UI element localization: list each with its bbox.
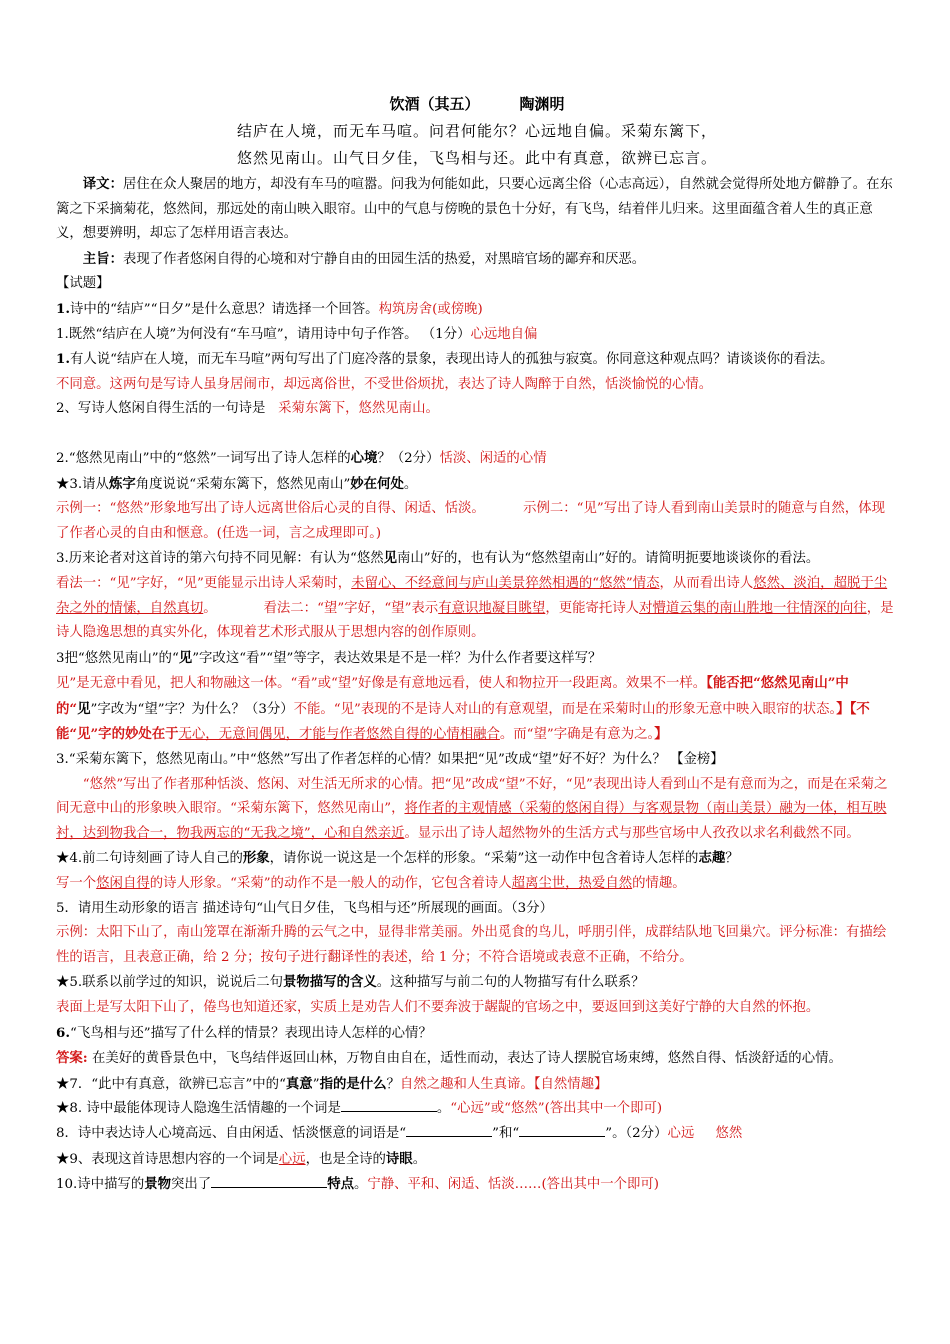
question-2b: 2.“悠然见南山”中的“悠然”一词写出了诗人怎样的心境？（2分）恬淡、闲适的心情 [56,449,547,466]
answer-5a: 示例：太阳下山了，南山笼罩在渐渐升腾的云气之中，显得非常美丽。外出觅食的鸟儿，呼朋引伴，成群结队地飞回巢穴。评分标准：有描绘性的语言，且表意正确，给 2 分；按句子进行翻译性的表述，给 1 分；不符合语境或表意不正确，不给分。 [56,925,887,965]
question-4: ★4.前二句诗刻画了诗人自己的形象，请你说一说这是一个怎样的形象。“采菊”这一动作中包含着诗人怎样的志趣？ [56,850,739,867]
question-8b: 8．诗中表达诗人心境高远、自由闲适、恬淡惬意的词语是“ ”和“ ”。（2分）心远 悠然 [56,1122,898,1147]
question-3b: 3.历来论者对这首诗的第六句持不同见解：有认为“悠然见南山”好的，也有认为“悠然望南山”好的。请简明扼要地谈谈你的看法。 [56,550,820,567]
question-5b: ★5.联系以前学过的知识，说说后二句景物描写的含义。这种描写与前二句的人物描写有什么联系？ [56,974,645,991]
question-3d: 3.“采菊东篱下，悠然见南山。”中“悠然”写出了作者怎样的心情？如果把“见”改成“望”好不好？为什么？ 【金榜】 [56,752,724,768]
answer-3b: 看法一：“见”字好，“见”更能显示出诗人采菊时，未留心、不经意间与庐山美景猝然相遇的“悠然”情态，从而看出诗人悠然、淡泊，超脱于尘杂之外的情愫，自然真切。 看法二：“望”字好，“望”表示有意识地凝目眺望，更能寄托诗人对懵道云集的南山胜地一往情深的向往，是诗人隐逸思想的真实外化，体现着艺术形式服从于思想内容的创作原则。 [56,575,894,641]
answer-3a: 示例一：“悠然”形象地写出了诗人远离世俗后心灵的自得、闲适、恬淡。 示例二：“见”写出了诗人看到南山美景时的随意与自然，体现了作者心灵的自由和惬意。(任选一词，言之成理即可。) [56,501,885,541]
answer-6: 答案: 在美好的黄昏景色中，飞鸟结伴返回山林，万物自由自在，适性而动，表达了诗人摆脱官场束缚，悠然自得、恬淡舒适的心情。 [56,1050,842,1067]
question-7: ★7．“此中有真意，欲辨已忘言”中的“真意”指的是什么？自然之趣和人生真谛。【自然情趣】 [56,1075,608,1092]
answer-3c: 见”是无意中看见，把人和物融这一体。“看”或“望”好像是有意地远看，使人和物拉开一段距离。效果不一样。【能否把“悠然见南山”中的“见”字改为“望”字？为什么？（3分）不能。“见”表现的不是诗人对山的有意观望，而是在采菊时山的形象无意中映入眼帘的状态。】【不能“见”字的妙处在于无心，无意间偶见，才能与作者悠然自得的心情相融合。而“望”字确是有意为之。】 [56,675,870,743]
answer-blank [519,1122,605,1137]
question-2a: 2、写诗人悠闲自得生活的一句诗是 采菊东篱下，悠然见南山。 [56,401,439,417]
poem-line-2: 悠然见南山。山气日夕佳，飞鸟相与还。此中有真意，欲辨已忘言。 [236,149,717,167]
question-1a: 1.诗中的“结庐”“日夕”是什么意思？请选择一个回答。构筑房舍(或傍晚) [56,300,483,317]
poem-name: 饮酒（其五） [389,95,480,113]
question-9: ★9、表现这首诗思想内容的一个词是心远，也是全诗的诗眼。 [56,1150,427,1167]
question-3a: ★3.请从炼字角度说说“采菊东篱下，悠然见南山”妙在何处。 [56,475,418,492]
question-5a: 5．请用生动形象的语言 描述诗句“山气日夕佳，飞鸟相与还”所展现的画面。（3分） [56,900,553,916]
answer-blank [406,1122,492,1137]
question-3c: 3把“悠然见南山”的“见”字改这“看”“望”等字，表达效果是不是一样？为什么作者要这样写？ [56,649,602,666]
answer-blank [211,1173,327,1188]
poem-author: 陶渊明 [519,95,565,113]
translation: 译文：居住在众人聚居的地方，却没有车马的喧嚣。问我为何能如此，只要心远离尘俗（心志高远），自然就会觉得所处地方僻静了。在东篱之下采摘菊花，悠然间，那远处的南山映入眼帘。山中的气息与傍晚的景色十分好，有飞鸟，结着伴儿归来。这里面蕴含着人生的真正意义，想要辨明，却忘了怎样用语言表达。 [56,176,893,242]
poem-line-1: 结庐在人境，而无车马喧。问君何能尔？心远地自偏。采菊东篱下， [236,122,717,140]
answer-1c: 不同意。这两句是写诗人虽身居闹市，却远离俗世，不受世俗烦扰，表达了诗人陶醉于自然，恬淡愉悦的心情。 [56,376,713,392]
document-page [56,92,898,1198]
spacer [56,422,898,446]
question-1b: 1.既然“结庐在人境”为何没有“车马喧”，请用诗中句子作答。 （1分）心远地自偏 [56,326,538,342]
question-6: 6.“飞鸟相与还”描写了什么样的情景？表现出诗人怎样的心情？ [56,1024,432,1041]
section-heading: 【试题】 [56,276,110,292]
answer-4: 写一个悠闲自得的诗人形象。“采菊”的动作不是一般人的动作，它包含着诗人超离尘世，热爱自然的情趣。 [56,876,686,892]
question-10: 10.诗中描写的景物突出了 特点。宁静、平和、闲适、恬淡……(答出其中一个即可) [56,1172,898,1198]
answer-5b: 表面上是写太阳下山了，倦鸟也知道还家，实质上是劝告人们不要奔波于龌龊的官场之中，要返回到这美好宁静的大自然的怀抱。 [56,1000,820,1015]
answer-3d: “悠然”写出了作者那种恬淡、悠闲、对生活无所求的心情。把“见”改成“望”不好，“见”表现出诗人看到山不是有意而为之，而是在采菊之间无意中山的形象映入眼帘。“采菊东篱下，悠然见南山”，将作者的主观情感（采菊的悠闲自得）与客观景物（南山美景）融为一体，相互映衬，达到物我合一，物我两忘的“无我之境”，心和自然亲近。显示出了诗人超然物外的生活方式与那些官场中人孜孜以求名利截然不同。 [56,776,888,841]
theme: 主旨：表现了作者悠闲自得的心境和对宁静自由的田园生活的热爱，对黑暗官场的鄙弃和厌恶。 [82,250,646,267]
question-1c: 1.有人说“结庐在人境，而无车马喧”两句写出了门庭冷落的景象，表现出诗人的孤独与寂寞。你同意这种观点吗？请谈谈你的看法。 [56,351,834,368]
poem-title [56,92,898,116]
question-8a: ★8. 诗中最能体现诗人隐逸生活情趣的一个词是 。“心远”或“悠然”(答出其中一个即可) [56,1097,898,1122]
answer-blank [341,1097,437,1112]
